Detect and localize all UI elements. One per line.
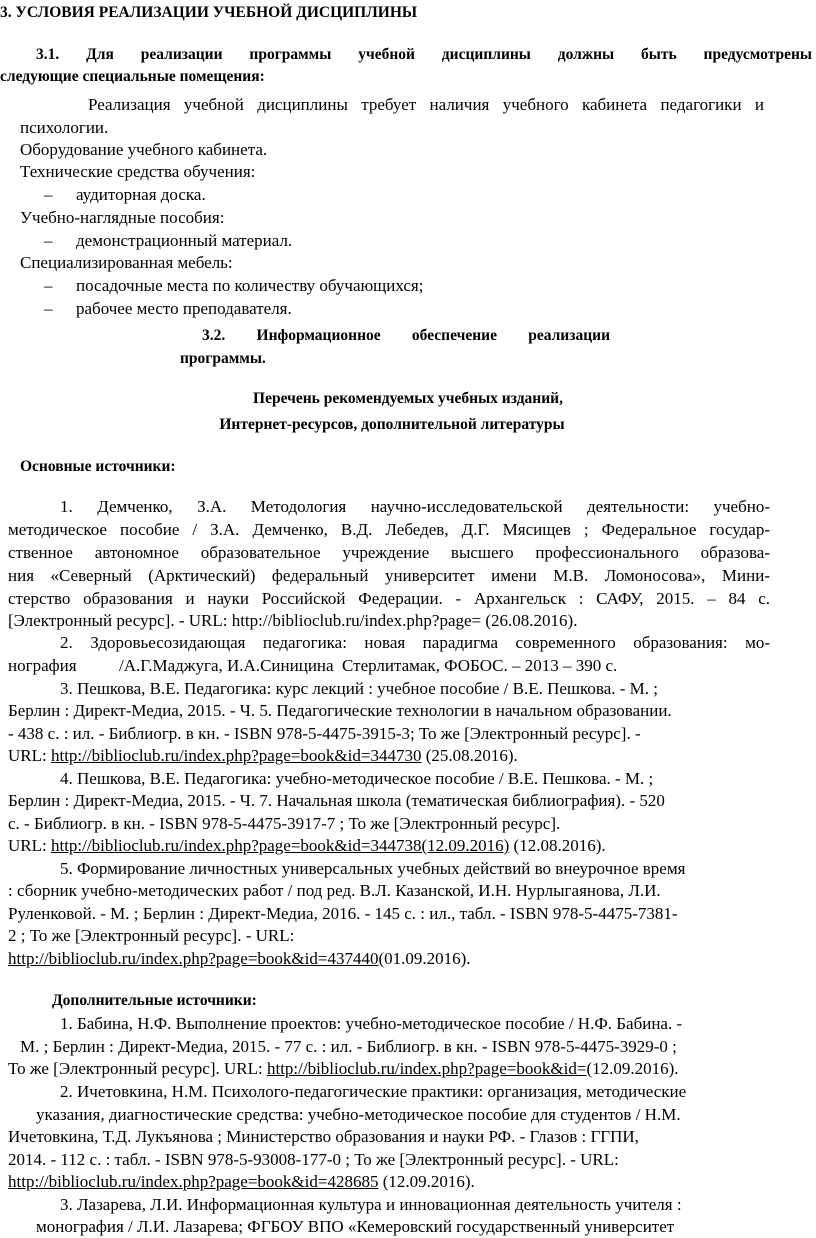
source-4-line: Берлин : Директ-Медиа, 2015. - Ч. 7. Начальная школа (тематическая библиография). - 520 bbox=[8, 791, 665, 810]
dash-bullet: – bbox=[44, 185, 53, 204]
source-1-line: ния «Северный (Арктический) федеральный университет имени М.В. Ломоносова», Мини- bbox=[8, 566, 770, 585]
requirements-intro-line-1: Реализация учебной дисциплины требует наличия учебного кабинета педагогики и bbox=[88, 95, 764, 114]
furniture-item: рабочее место преподавателя. bbox=[76, 299, 292, 318]
additional-3-line: монография / Л.И. Лазарева; ФГБОУ ВПО «Кемеровский государственный университет bbox=[36, 1217, 675, 1236]
furniture-heading: Специализированная мебель: bbox=[20, 253, 233, 272]
additional-sources-heading: Дополнительные источники: bbox=[52, 992, 257, 1009]
additional-2-line: http://biblioclub.ru/index.php?page=book&id=428685 (12.09.2016). bbox=[8, 1172, 475, 1191]
visual-aids-heading: Учебно-наглядные пособия: bbox=[20, 208, 225, 227]
source-4-link[interactable]: http://biblioclub.ru/index.php?page=book&id=344738(12.09.2016) bbox=[50, 836, 510, 855]
additional-1-line: То же [Электронный ресурс]. URL: http://biblioclub.ru/index.php?page=book&id=(12.09.2016). bbox=[8, 1059, 679, 1078]
additional-2-line: указания, диагностические средства: учебно-методическое пособие для студентов / Н.М. bbox=[36, 1105, 681, 1124]
subsection-3-2-line-1: 3.2. Информационное обеспечение реализации bbox=[202, 327, 610, 344]
source-5-line: http://biblioclub.ru/index.php?page=book&id=437440(01.09.2016). bbox=[8, 949, 471, 968]
subsection-3-2-line-2: программы. bbox=[180, 350, 266, 367]
source-2-line: нография /А.Г.Маджуга, И.А.Синицина Стерлитамак, ФОБОС. – 2013 – 390 с. bbox=[8, 656, 618, 675]
subsection-3-1-line-1: 3.1. Для реализации программы учебной дисциплины должны быть предусмотрены bbox=[36, 46, 812, 63]
visual-aids-item: демонстрационный материал. bbox=[76, 231, 293, 250]
source-2-line: 2. Здоровьесозидающая педагогика: новая парадигма современного образования: мо- bbox=[60, 633, 770, 652]
source-4-line: 4. Пешкова, В.Е. Педагогика: учебно-методическое пособие / В.Е. Пешкова. - М. ; bbox=[60, 769, 654, 788]
section-heading: 3. УСЛОВИЯ РЕАЛИЗАЦИИ УЧЕБНОЙ ДИСЦИПЛИНЫ bbox=[0, 4, 418, 21]
list-title-line-2: Интернет-ресурсов, дополнительной литературы bbox=[219, 416, 565, 433]
additional-1-link[interactable]: http://biblioclub.ru/index.php?page=book&id= bbox=[266, 1059, 587, 1078]
requirements-intro-line-2: психологии. bbox=[20, 118, 109, 137]
source-1-line: ственное автономное образовательное учреждение высшего профессионального образова- bbox=[8, 543, 770, 562]
additional-1-line: М. ; Берлин : Директ-Медиа, 2015. - 77 с. : ил. - Библиогр. в кн. - ISBN 978-5-4475-3929-0 ; bbox=[20, 1037, 677, 1056]
main-sources-heading: Основные источники: bbox=[20, 458, 176, 475]
source-1-line: [Электронный ресурс]. - URL: http://biblioclub.ru/index.php?page= (26.08.2016). bbox=[8, 611, 578, 630]
source-1-line: методическое пособие / З.А. Демченко, В.Д. Лебедев, Д.Г. Мясищев ; Федеральное государ- bbox=[8, 520, 770, 539]
source-4-line: с. - Библиогр. в кн. - ISBN 978-5-4475-3917-7 ; То же [Электронный ресурс]. bbox=[8, 814, 561, 833]
source-5-line: 2 ; То же [Электронный ресурс]. - URL: bbox=[8, 926, 295, 945]
subsection-3-1-line-2: следующие специальные помещения: bbox=[0, 68, 265, 85]
additional-2-line: 2014. - 112 с. : табл. - ISBN 978-5-93008-177-0 ; То же [Электронный ресурс]. - URL: bbox=[8, 1150, 619, 1169]
source-4-line: URL: http://biblioclub.ru/index.php?page=book&id=344738(12.09.2016) (12.08.2016). bbox=[8, 836, 606, 855]
additional-2-line: 2. Ичетовкина, Н.М. Психолого-педагогические практики: организация, методические bbox=[60, 1082, 687, 1101]
source-5-line: Руленковой. - М. ; Берлин : Директ-Медиа, 2016. - 145 с. : ил., табл. - ISBN 978-5-4475-7381- bbox=[8, 904, 678, 923]
dash-bullet: – bbox=[44, 276, 53, 295]
additional-1-line: 1. Бабина, Н.Ф. Выполнение проектов: учебно-методическое пособие / Н.Ф. Бабина. - bbox=[60, 1014, 683, 1033]
source-5-line: : сборник учебно-методических работ / под ред. В.Л. Казанской, И.Н. Нурлыгаянова, Л.И. bbox=[8, 881, 661, 900]
source-3-line: - 438 с. : ил. - Библиогр. в кн. - ISBN 978-5-4475-3915-3; То же [Электронный ресурс]. - bbox=[8, 724, 641, 743]
dash-bullet: – bbox=[44, 231, 53, 250]
furniture-item: посадочные места по количеству обучающихся; bbox=[76, 276, 424, 295]
source-3-link[interactable]: http://biblioclub.ru/index.php?page=book&id=344730 bbox=[50, 746, 422, 765]
source-3-line: URL: http://biblioclub.ru/index.php?page=book&id=344730 (25.08.2016). bbox=[8, 746, 518, 765]
dash-bullet: – bbox=[44, 299, 53, 318]
source-3-line: Берлин : Директ-Медиа, 2015. - Ч. 5. Педагогические технологии в начальном образовании. bbox=[8, 701, 672, 720]
tech-item: аудиторная доска. bbox=[76, 185, 206, 204]
additional-3-line: 3. Лазарева, Л.И. Информационная культура и инновационная деятельность учителя : bbox=[60, 1195, 682, 1214]
equipment-heading: Оборудование учебного кабинета. bbox=[20, 140, 268, 159]
additional-2-link[interactable]: http://biblioclub.ru/index.php?page=book&id=428685 bbox=[8, 1172, 379, 1191]
source-3-line: 3. Пешкова, В.Е. Педагогика: курс лекций : учебное пособие / В.Е. Пешкова. - М. ; bbox=[60, 679, 658, 698]
source-5-link[interactable]: http://biblioclub.ru/index.php?page=book&id=437440 bbox=[8, 949, 379, 968]
tech-heading: Технические средства обучения: bbox=[20, 162, 256, 181]
source-1-line: 1. Демченко, З.А. Методология научно-исследовательской деятельности: учебно- bbox=[60, 497, 770, 516]
additional-2-line: Ичетовкина, Т.Д. Лукъянова ; Министерство образования и науки РФ. - Глазов : ГГПИ, bbox=[8, 1127, 639, 1146]
source-1-line: стерство образования и науки Российской Федерации. - Архангельск : САФУ, 2015. – 84 с. bbox=[8, 589, 770, 608]
list-title-line-1: Перечень рекомендуемых учебных изданий, bbox=[253, 390, 563, 407]
source-5-line: 5. Формирование личностных универсальных учебных действий во внеурочное время bbox=[60, 859, 686, 878]
